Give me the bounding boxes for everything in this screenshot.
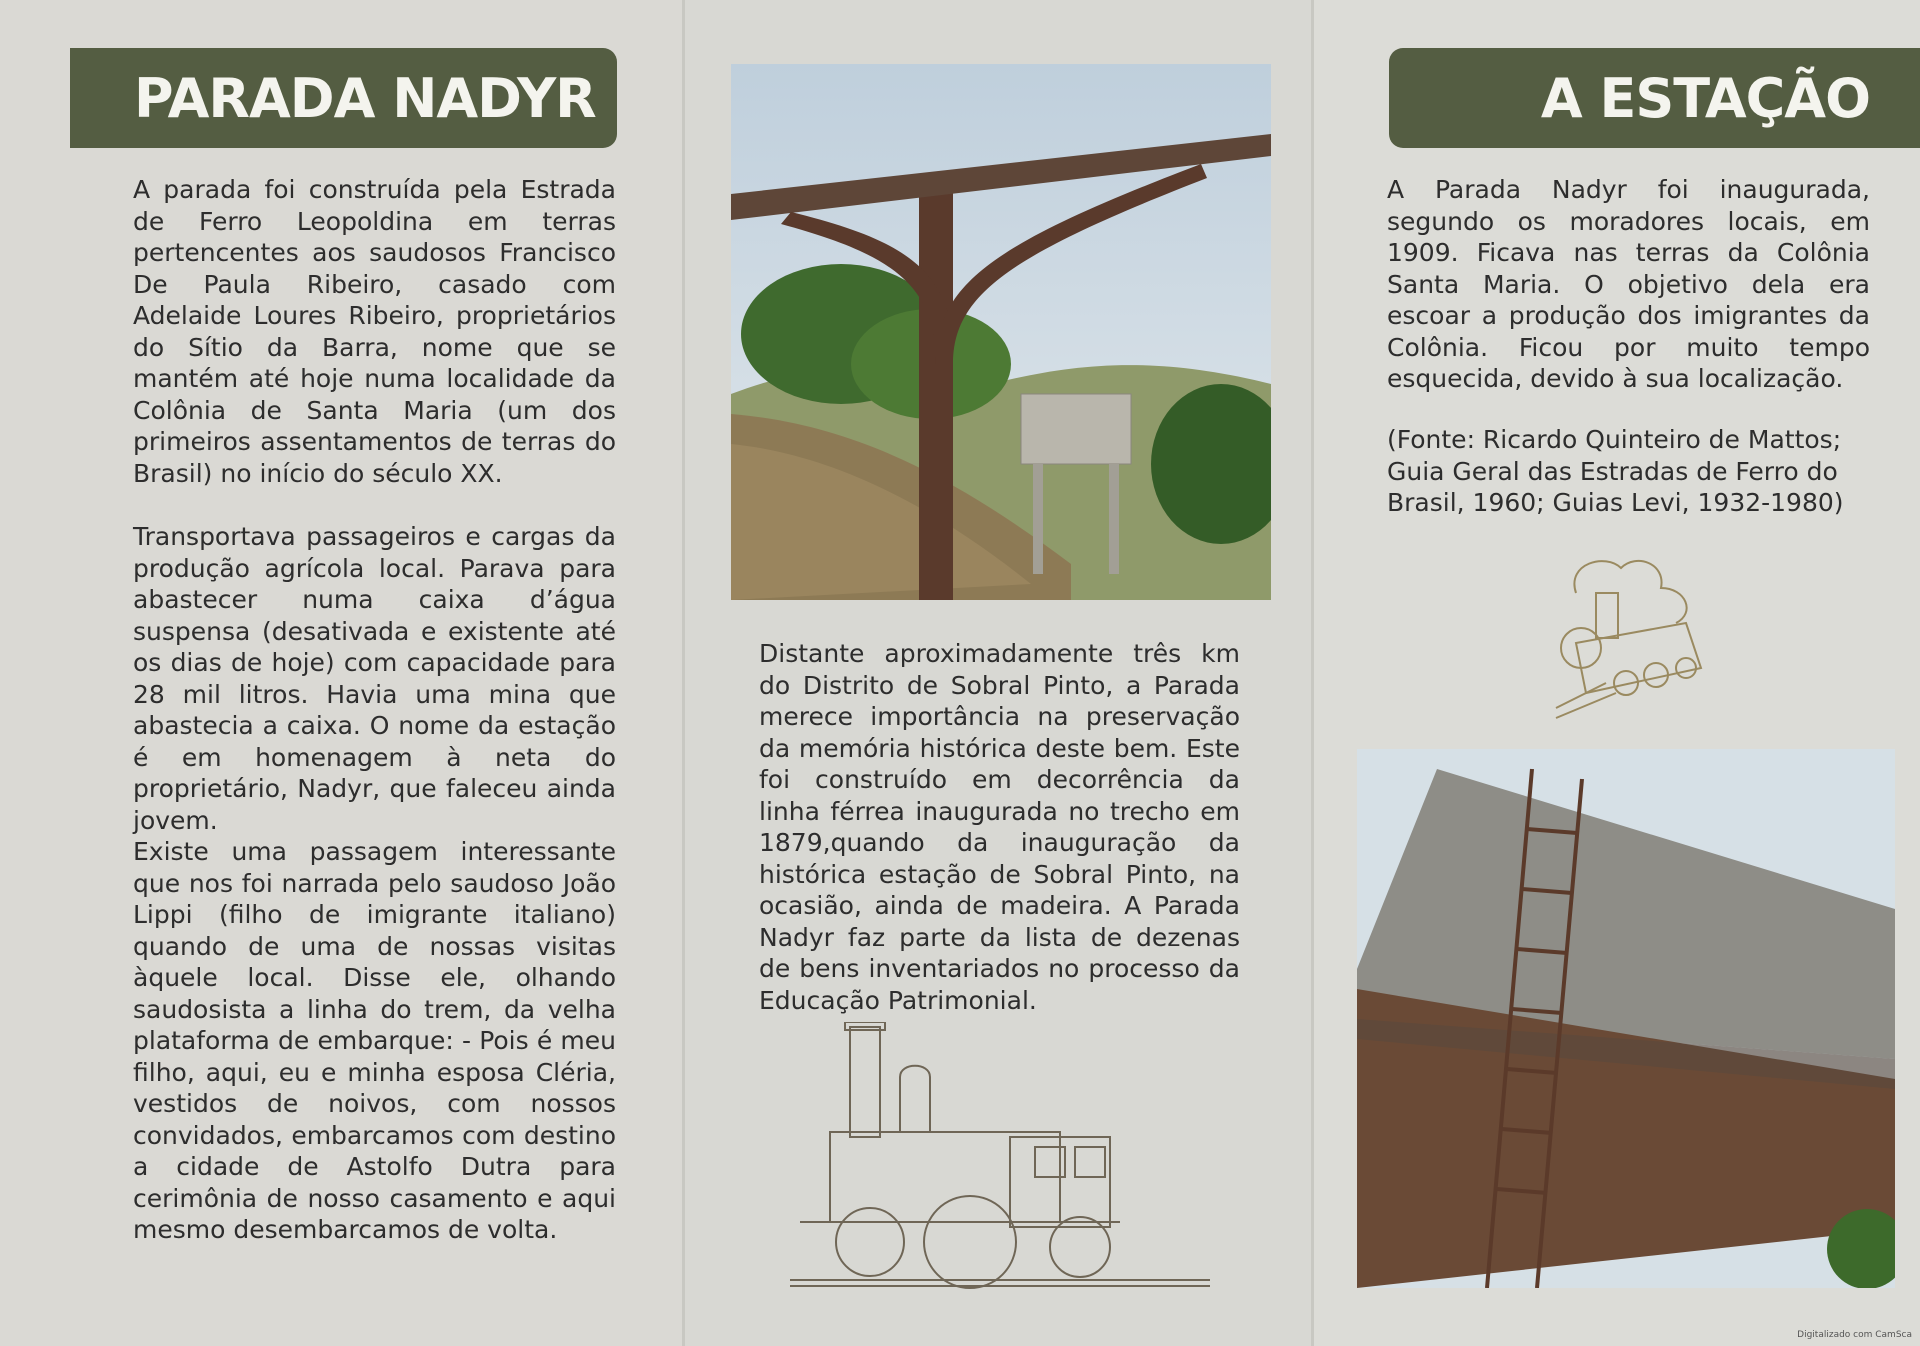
fold-line-right <box>1311 0 1314 1346</box>
scan-watermark: Digitalizado com CamSca <box>1797 1330 1912 1340</box>
left-title-banner <box>70 48 617 148</box>
left-title: PARADA NADYR <box>134 66 596 130</box>
right-paragraph: A Parada Nadyr foi inaugurada, segundo os moradores locais, em 1909. Ficava nas terras da Colônia Santa Maria. O objetivo dela era escoar a produção dos imigrantes da Colônia. Ficou por muito tempo esquecida, devido à sua localização. <box>1387 175 1870 393</box>
train-icon <box>1536 553 1716 729</box>
right-title: A ESTAÇÃO <box>1540 66 1870 130</box>
left-paragraph-1: A parada foi construída pela Estrada de Ferro Leopoldina em terras pertencentes aos saudosos Francisco De Paula Ribeiro, casado com Adelaide Loures Ribeiro, proprietários do Sítio da Barra, nome que se mantém até hoje numa localidade da Colônia de Santa Maria (um dos primeiros assentamentos de terras do Brasil) no início do século XX. <box>133 175 616 488</box>
water-tank-photo <box>1357 749 1895 1288</box>
fold-line-left <box>682 0 685 1346</box>
left-paragraph-2: Transportava passageiros e cargas da produção agrícola local. Parava para abastecer numa caixa d’água suspensa (desativada e existente até os dias de hoje) com capacidade para 28 mil litros. Havia uma mina que abastecia a caixa. O nome da estação é em homenagem à neta do proprietário, Nadyr, que faleceu ainda jovem. <box>133 522 616 835</box>
left-paragraph-3: Existe uma passagem interessante que nos foi narrada pelo saudoso João Lippi (filho de imigrante italiano) quando de uma de nossas visitas àquele local. Disse ele, olhando saudosista a linha do trem, da velha plataforma de embarque: - Pois é meu filho, aqui, eu e minha esposa Cléria, vestidos de noivos, com nossos convidados, embarcamos com destino a cidade de Astolfo Dutra para cerimônia de nosso casamento e aqui mesmo desembarcamos de volta. <box>133 837 616 1244</box>
source-citation: (Fonte: Ricardo Quinteiro de Mattos; Guia Geral das Estradas de Ferro do Brasil, 1960; Guias Levi, 1932-1980) <box>1387 425 1844 517</box>
middle-paragraph: Distante aproximadamente três km do Distrito de Sobral Pinto, a Parada merece importância na preservação da memória histórica deste bem. Este foi construído em decorrência da linha férrea inaugurada no trecho em 1879,quando da inauguração da histórica estação de Sobral Pinto, na ocasião, ainda de madeira. A Parada Nadyr faz parte da lista de dezenas de bens inventariados no processo da Educação Patrimonial. <box>759 639 1240 1015</box>
water-tank-support-photo <box>731 64 1271 600</box>
right-title-banner <box>1389 48 1920 148</box>
locomotive-illustration <box>790 1022 1210 1290</box>
